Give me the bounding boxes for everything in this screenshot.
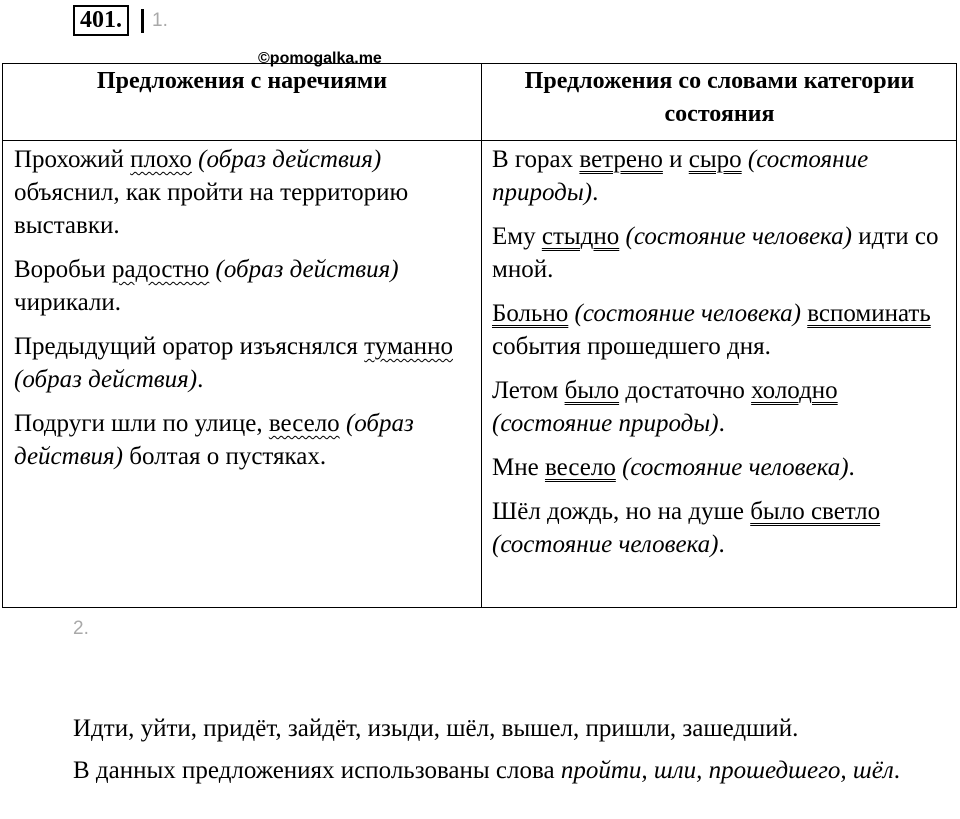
sentence-note: (состояние человека): [625, 223, 852, 250]
sentence-note: (состояние человека): [492, 531, 719, 558]
state-word: весело: [544, 454, 616, 481]
conclusion-end: .: [893, 757, 901, 784]
sentence-text: .: [592, 179, 599, 206]
state-word: ветрено: [579, 146, 663, 173]
sentence-text: объяснил, как пройти на территорию выставки.: [14, 179, 409, 239]
sentence-note: (образ действия): [14, 366, 198, 393]
list-item: [492, 220, 947, 286]
watermark: ©pomogalka.me: [258, 50, 382, 67]
adverb-word: плохо: [130, 146, 192, 173]
column-adverbs: [14, 143, 476, 484]
state-word: было светло: [750, 498, 881, 525]
adverb-word: радостно: [111, 256, 210, 283]
sentence-text: болтая о пустяках.: [123, 443, 327, 470]
state-word: холодно: [751, 377, 838, 404]
part-2-label: 2.: [73, 618, 89, 639]
list-item: [14, 143, 476, 242]
sentence-text: достаточно: [619, 377, 752, 404]
sentence-text: Воробьи: [14, 256, 112, 283]
sentence-text: Предыдущий оратор изъяснялся: [14, 333, 365, 360]
list-item: [492, 143, 947, 209]
sentence-text: .: [718, 531, 725, 558]
list-item: [492, 374, 947, 440]
list-item: [14, 330, 476, 396]
sentence-note: (состояние природы): [492, 410, 719, 437]
sentence-note: (состояние человека): [574, 300, 801, 327]
sentence-note: (состояние природы): [492, 146, 869, 206]
conclusion-words: пройти, шли, прошедшего, шёл: [560, 757, 894, 784]
sentence-note: (образ действия): [198, 146, 382, 173]
sentence-text: Мне: [492, 454, 545, 481]
sentence-text: события прошедшего дня.: [492, 333, 771, 360]
adverb-word: туманно: [364, 333, 453, 360]
sentence-text: В горах: [492, 146, 580, 173]
table-header-divider: [3, 140, 956, 141]
answer-table: [2, 63, 957, 608]
sentence-text: Ему: [492, 223, 542, 250]
sentence-text: Шёл дождь, но на душе: [492, 498, 751, 525]
state-word: было: [564, 377, 620, 404]
conclusion-line: [5, 754, 935, 788]
state-word: Больно: [492, 300, 569, 327]
sentence-note: (образ действия): [215, 256, 399, 283]
list-item: [492, 451, 947, 484]
header-adverbs: Предложения с наречиями: [96, 68, 388, 94]
exercise-number: 401.: [73, 5, 129, 36]
conclusion-text: В данных предложениях использованы слова: [73, 757, 561, 784]
list-item: [492, 495, 947, 561]
column-state-words: [492, 143, 947, 572]
sentence-text: Летом: [492, 377, 565, 404]
exercise-number-shadow: [141, 9, 144, 33]
list-item: [14, 407, 476, 473]
part-1-label: 1.: [152, 10, 168, 31]
adverb-word: весело: [268, 410, 340, 437]
sentence-text: идти со мной.: [492, 223, 939, 283]
sentence-text: и: [662, 146, 689, 173]
list-item: [492, 297, 947, 363]
sentence-text: Прохожий: [14, 146, 131, 173]
sentence-note: (состояние человека): [622, 454, 849, 481]
state-word: сыро: [688, 146, 742, 173]
sentence-note: (образ действия): [14, 410, 414, 470]
sentence-text: .: [197, 366, 204, 393]
root-words-line: Идти, уйти, придёт, зайдёт, изыди, шёл, вышел, пришли, зашедший.: [73, 715, 799, 742]
state-word: вспоминать: [807, 300, 931, 327]
header-state-words: Предложения со словами категории состояния: [524, 68, 915, 127]
sentence-text: .: [718, 410, 725, 437]
sentence-text: Подруги шли по улице,: [14, 410, 269, 437]
sentence-text: .: [848, 454, 855, 481]
table-column-divider: [481, 64, 482, 607]
state-word: стыдно: [541, 223, 620, 250]
list-item: [14, 253, 476, 319]
sentence-text: чирикали.: [14, 289, 122, 316]
